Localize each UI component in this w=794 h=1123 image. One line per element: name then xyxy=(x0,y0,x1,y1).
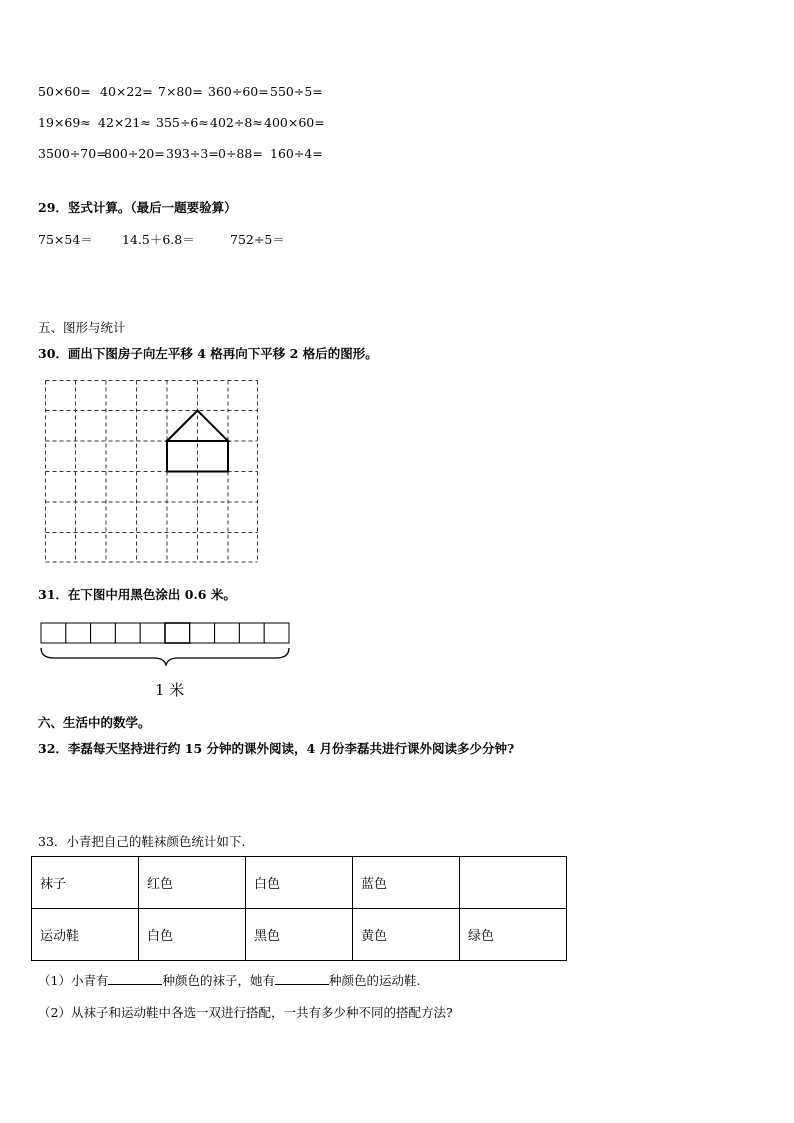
brace xyxy=(41,648,289,665)
ruler-cell[interactable] xyxy=(165,623,190,643)
oral-item: 3500÷70= xyxy=(38,146,107,161)
house-shape xyxy=(167,411,228,472)
oral-calc-row-2 xyxy=(38,115,325,130)
table-cell: 蓝色 xyxy=(353,857,460,909)
q33-table xyxy=(31,856,567,961)
ruler-cell[interactable] xyxy=(115,623,140,643)
oral-item: 393÷3= xyxy=(166,146,219,161)
ruler-cell[interactable] xyxy=(66,623,91,643)
oral-item: 800÷20= xyxy=(104,146,165,161)
oral-calc-row-1 xyxy=(38,84,323,99)
oral-item: 50×60= xyxy=(38,84,91,99)
table-cell: 运动鞋 xyxy=(32,909,139,961)
oral-calc-row-3 xyxy=(38,146,323,161)
section-6-heading: 六、生活中的数学。 xyxy=(38,715,151,730)
ruler-cell[interactable] xyxy=(41,623,66,643)
ruler-cell[interactable] xyxy=(91,623,116,643)
q29-items xyxy=(38,230,285,248)
oral-item: 355÷6≈ xyxy=(156,115,209,130)
table-cell: 黑色 xyxy=(246,909,353,961)
house-grid xyxy=(45,380,260,565)
oral-item: 19×69≈ xyxy=(38,115,91,130)
ruler-cell[interactable] xyxy=(239,623,264,643)
oral-item: 360÷60= xyxy=(208,84,269,99)
q29-item: 75×54＝ xyxy=(38,232,93,247)
oral-item: 550÷5= xyxy=(270,84,323,99)
q29-item: 752÷5＝ xyxy=(230,232,285,247)
ruler-cell[interactable] xyxy=(215,623,240,643)
q30-title: 30．画出下图房子向左平移 4 格再向下平移 2 格后的图形。 xyxy=(38,346,378,361)
q33-sub1-part-c: 种颜色的运动鞋. xyxy=(328,973,421,988)
table-cell xyxy=(460,857,567,909)
answer-blank-1[interactable] xyxy=(108,973,162,985)
q33-sub2: （2）从袜子和运动鞋中各选一双进行搭配，一共有多少种不同的搭配方法? xyxy=(38,1005,453,1020)
q29-title: 29．竖式计算。（最后一题要验算） xyxy=(38,200,237,215)
oral-item: 160÷4= xyxy=(270,146,323,161)
table-cell: 白色 xyxy=(139,909,246,961)
answer-blank-2[interactable] xyxy=(275,973,329,985)
q33-sub1-part-a: （1）小青有 xyxy=(38,973,109,988)
q33-title: 33．小青把自己的鞋袜颜色统计如下. xyxy=(38,834,246,849)
q33-sub1 xyxy=(38,971,420,989)
table-cell: 白色 xyxy=(246,857,353,909)
ruler-cell[interactable] xyxy=(140,623,165,643)
table-row xyxy=(32,857,567,909)
oral-item: 40×22= xyxy=(100,84,153,99)
oral-item: 7×80= xyxy=(158,84,203,99)
table-cell: 红色 xyxy=(139,857,246,909)
table-cell: 黄色 xyxy=(353,909,460,961)
q32-title: 32．李磊每天坚持进行约 15 分钟的课外阅读，4 月份李磊共进行课外阅读多少分钟? xyxy=(38,741,515,756)
ruler-cell[interactable] xyxy=(190,623,215,643)
q31-title: 31．在下图中用黑色涂出 0.6 米。 xyxy=(38,587,236,602)
section-5-heading: 五、图形与统计 xyxy=(38,320,126,335)
meter-strip[interactable] xyxy=(40,622,292,666)
q31-unit-label: 1 米 xyxy=(155,681,185,699)
oral-item: 0÷88= xyxy=(218,146,263,161)
oral-item: 400×60= xyxy=(264,115,325,130)
table-cell: 绿色 xyxy=(460,909,567,961)
q29-item: 14.5＋6.8＝ xyxy=(122,232,195,247)
oral-item: 402÷8≈ xyxy=(210,115,263,130)
q33-sub1-part-b: 种颜色的袜子，她有 xyxy=(162,973,275,988)
ruler-cell[interactable] xyxy=(264,623,289,643)
oral-item: 42×21≈ xyxy=(98,115,151,130)
table-row xyxy=(32,909,567,961)
table-cell: 袜子 xyxy=(32,857,139,909)
